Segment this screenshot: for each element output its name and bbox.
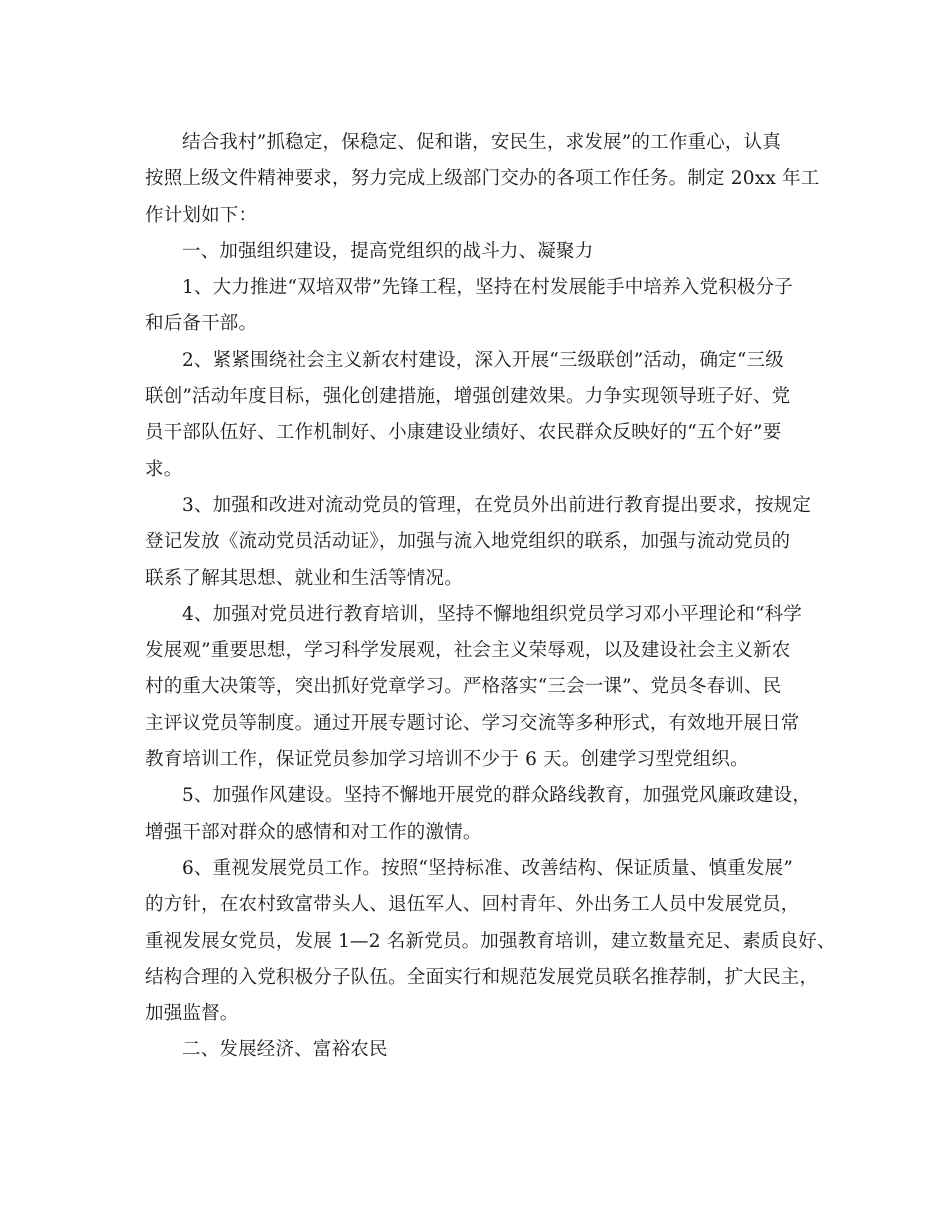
- text-line: 登记发放《流动党员活动证》，加强与流入地党组织的联系，加强与流动党员的: [145, 531, 791, 553]
- text-line: 作计划如下：: [145, 204, 258, 226]
- text-line: 重视发展女党员，发展 1—2 名新党员。加强教育培训，建立数量充足、素质良好、: [145, 930, 836, 952]
- text-line: 的方针，在农村致富带头人、退伍军人、回村青年、外出务工人员中发展党员，: [145, 894, 800, 916]
- text-line: 教育培训工作，保证党员参加学习培训不少于 6 天。创建学习型党组织。: [145, 749, 749, 771]
- text-line: 5、加强作风建设。坚持不懈地开展党的群众路线教育，加强党风廉政建设，: [182, 785, 812, 807]
- text-line: 主评议党员等制度。通过开展专题讨论、学习交流等多种形式，有效地开展日常: [145, 712, 800, 734]
- text-line: 联创”活动年度目标，强化创建措施，增强创建效果。力争实现领导班子好、党: [145, 386, 791, 408]
- text-line: 6、重视发展党员工作。按照“坚持标准、改善结构、保证质量、慎重发展”: [182, 857, 793, 879]
- document-body: [145, 125, 836, 1069]
- text-line: 二、发展经济、富裕农民: [182, 1039, 388, 1061]
- text-line: 求。: [145, 458, 183, 480]
- text-line: 加强监督。: [145, 1003, 239, 1025]
- text-line: 结合我村”抓稳定，保稳定、促和谐，安民生，求发展”的工作重心，认真: [182, 132, 782, 153]
- text-line: 2、紧紧围绕社会主义新农村建设，深入开展“三级联创”活动，确定“三级: [182, 349, 784, 371]
- text-line: 员干部队伍好、工作机制好、小康建设业绩好、农民群众反映好的“五个好”要: [145, 422, 782, 444]
- text-line: 按照上级文件精神要求，努力完成上级部门交办的各项工作任务。制定 20xx 年工: [145, 168, 820, 190]
- text-line: 一、加强组织建设，提高党组织的战斗力、凝聚力: [182, 240, 594, 262]
- text-line: 4、加强对党员进行教育培训，坚持不懈地组织党员学习邓小平理论和“科学: [182, 603, 803, 625]
- text-line: 发展观”重要思想，学习科学发展观，社会主义荣辱观，以及建设社会主义新农: [145, 640, 791, 662]
- text-line: 联系了解其思想、就业和生活等情况。: [145, 567, 463, 589]
- text-line: 1、大力推进“双培双带”先锋工程，坚持在村发展能手中培养入党积极分子: [182, 277, 793, 299]
- text-line: 和后备干部。: [145, 313, 258, 335]
- text-line: 结构合理的入党积极分子队伍。全面实行和规范发展党员联名推荐制，扩大民主，: [145, 966, 819, 988]
- text-line: 3、加强和改进对流动党员的管理，在党员外出前进行教育提出要求，按规定: [182, 494, 812, 516]
- text-line: 村的重大决策等，突出抓好党章学习。严格落实“三会一课”、党员冬春训、民: [145, 676, 782, 698]
- text-line: 增强干部对群众的感情和对工作的激情。: [145, 821, 482, 843]
